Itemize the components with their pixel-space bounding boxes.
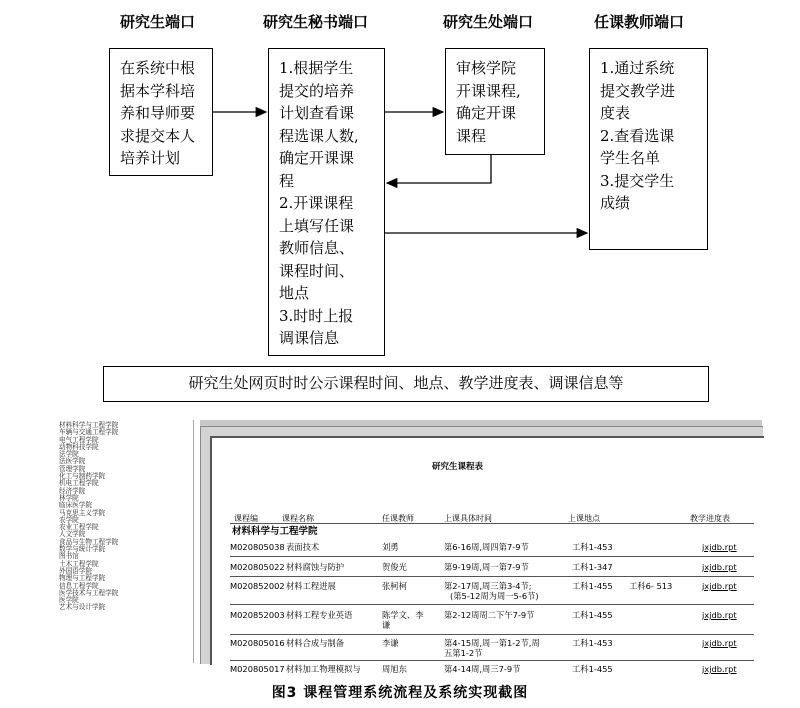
college-link[interactable]: 信息工程学院 xyxy=(59,581,99,590)
cell-teacher: 周旭东 xyxy=(382,664,407,674)
cell-time: 第2-17周,周三第3-4节; xyxy=(444,581,532,591)
college-link[interactable]: 化工与制药学院 xyxy=(59,472,106,481)
row-divider xyxy=(230,634,754,635)
figure-caption: 图3 课程管理系统流程及系统实现截图 xyxy=(271,685,529,701)
report-page xyxy=(210,436,764,674)
cell-code: M020805016 xyxy=(230,638,285,648)
header-teacher: 任课教师 xyxy=(382,514,414,523)
cell-time: 第4-15周,周一第1-2节,周 xyxy=(444,638,540,648)
column-title-secretary: 研究生秘书端口 xyxy=(263,13,369,31)
cell-place: 工科1-453 xyxy=(572,542,613,552)
column-title-office: 研究生处端口 xyxy=(443,13,534,31)
college-link[interactable]: 医学技术与工程学院 xyxy=(59,588,119,597)
cell-teacher: 李谦 xyxy=(382,638,399,648)
cell-time: 第9-19周,周一第7-9节 xyxy=(444,562,529,572)
cell-time-note: 五第1-2节 xyxy=(444,648,483,658)
header-name: 课程名称 xyxy=(282,514,314,523)
college-link[interactable]: 马克思主义学院 xyxy=(59,508,106,517)
college-link[interactable]: 林学院 xyxy=(59,493,79,502)
college-link[interactable]: 农学院 xyxy=(59,515,79,524)
progress-link[interactable]: jxjdb.rpt xyxy=(702,562,737,572)
header-code: 课程编 xyxy=(234,514,258,523)
college-link[interactable]: 医学院 xyxy=(59,596,79,605)
college-link[interactable]: 管理学院 xyxy=(59,464,86,473)
college-link[interactable]: 机电工程学院 xyxy=(59,479,99,488)
college-link[interactable]: 法学院 xyxy=(59,450,79,459)
system-screenshot xyxy=(57,420,762,674)
college-link[interactable]: 人文学院 xyxy=(59,530,86,539)
header-progress: 教学进度表 xyxy=(690,514,730,523)
cell-name: 材料合成与制备 xyxy=(286,638,345,648)
cell-place: 工科1-453 xyxy=(572,638,613,648)
cell-name: 材料腐蚀与防护 xyxy=(286,562,345,572)
cell-name: 材料加工物理模拟与 xyxy=(286,664,361,674)
cell-time-note: (第5-12周为周一5-6节) xyxy=(450,591,539,601)
progress-link[interactable]: jxjdb.rpt xyxy=(702,542,737,552)
progress-link[interactable]: jxjdb.rpt xyxy=(702,581,737,591)
cell-time: 第6-16周,周四第7-9节 xyxy=(444,542,529,552)
college-link[interactable]: 经济学院 xyxy=(59,486,86,495)
college-link[interactable]: 动物科技学院 xyxy=(59,442,99,451)
cell-time: 第4-14周,周三7-9节 xyxy=(444,664,521,674)
college-link[interactable]: 物理与工程学院 xyxy=(59,574,106,583)
row-divider xyxy=(230,660,754,661)
column-title-student: 研究生端口 xyxy=(120,13,196,31)
college-list-sidebar xyxy=(57,420,194,663)
cell-code: M020805017 xyxy=(230,664,285,674)
arrow-office-to-secretary xyxy=(387,155,491,183)
bottom-info-bar: 研究生处网页时时公示课程时间、地点、教学进度表、调课信息等 xyxy=(103,366,709,402)
cell-name: 材料工程专业英语 xyxy=(286,610,353,620)
college-link[interactable]: 车辆与交通工程学院 xyxy=(59,428,119,437)
college-link[interactable]: 农业工程学院 xyxy=(59,523,99,532)
cell-teacher-2: 谦 xyxy=(382,620,391,630)
cell-place: 工科1-455 xyxy=(572,581,613,591)
header-time: 上课具体时间 xyxy=(444,514,492,523)
college-link[interactable]: 法医学院 xyxy=(59,457,86,466)
cell-code: M020805038 xyxy=(230,542,285,552)
cell-place: 工科1-455 xyxy=(572,610,613,620)
box-student: 在系统中根 据本学科培 养和导师要 求提交本人 培养计划 xyxy=(109,48,213,176)
college-link[interactable]: 外国语学院 xyxy=(59,566,92,575)
row-divider xyxy=(230,556,754,557)
progress-link[interactable]: jxjdb.rpt xyxy=(702,610,737,620)
cell-place: 工科1-347 xyxy=(572,562,613,572)
college-link[interactable]: 数学与统计学院 xyxy=(59,545,106,554)
cell-time: 第2-12周周二下午7-9节 xyxy=(444,610,535,620)
college-link[interactable]: 临床医学院 xyxy=(59,501,92,510)
college-link[interactable]: 食品与生物工程学院 xyxy=(59,537,119,546)
college-link[interactable]: 材料科学与工程学院 xyxy=(59,421,119,429)
cell-code: M020852002 xyxy=(230,581,285,591)
cell-name: 材料工程进展 xyxy=(286,581,336,591)
column-title-teacher: 任课教师端口 xyxy=(594,13,685,31)
cell-teacher: 张柯柯 xyxy=(382,581,407,591)
report-title: 研究生课程表 xyxy=(432,462,484,472)
cell-code: M020805022 xyxy=(230,562,285,572)
school-name: 材料科学与工程学院 xyxy=(232,526,318,537)
college-link[interactable]: 土木工程学院 xyxy=(59,559,99,568)
cell-code: M020852003 xyxy=(230,610,285,620)
box-secretary: 1.根据学生 提交的培养 计划查看课 程选课人数, 确定开课课 程 2.开课课程 上填写任课 教师信息、 课程时间、 地点 3.时时上报 调课信息 xyxy=(268,48,385,356)
college-link[interactable]: 电气工程学院 xyxy=(59,435,99,444)
cell-name: 表面技术 xyxy=(286,542,320,552)
box-teacher: 1.通过系统 提交教学进 度表 2.查看选课 学生名单 3.提交学生 成绩 xyxy=(589,48,708,250)
cell-place-2: 工科6- 513 xyxy=(629,581,673,591)
college-link[interactable]: 图书馆 xyxy=(59,552,79,561)
row-divider xyxy=(230,576,754,577)
header-place: 上课地点 xyxy=(568,514,600,523)
college-link[interactable]: 艺术与设计学院 xyxy=(59,603,106,612)
progress-link[interactable]: jxjdb.rpt xyxy=(702,664,737,674)
cell-place: 工科1-455 xyxy=(572,664,613,674)
row-divider xyxy=(230,604,754,605)
cell-teacher: 贺俊光 xyxy=(382,562,407,572)
box-office: 审核学院 开课课程, 确定开课 课程 xyxy=(445,48,545,155)
cell-teacher: 陈学文、李 xyxy=(382,610,424,620)
progress-link[interactable]: jxjdb.rpt xyxy=(702,638,737,648)
cell-teacher: 刘勇 xyxy=(382,542,399,552)
